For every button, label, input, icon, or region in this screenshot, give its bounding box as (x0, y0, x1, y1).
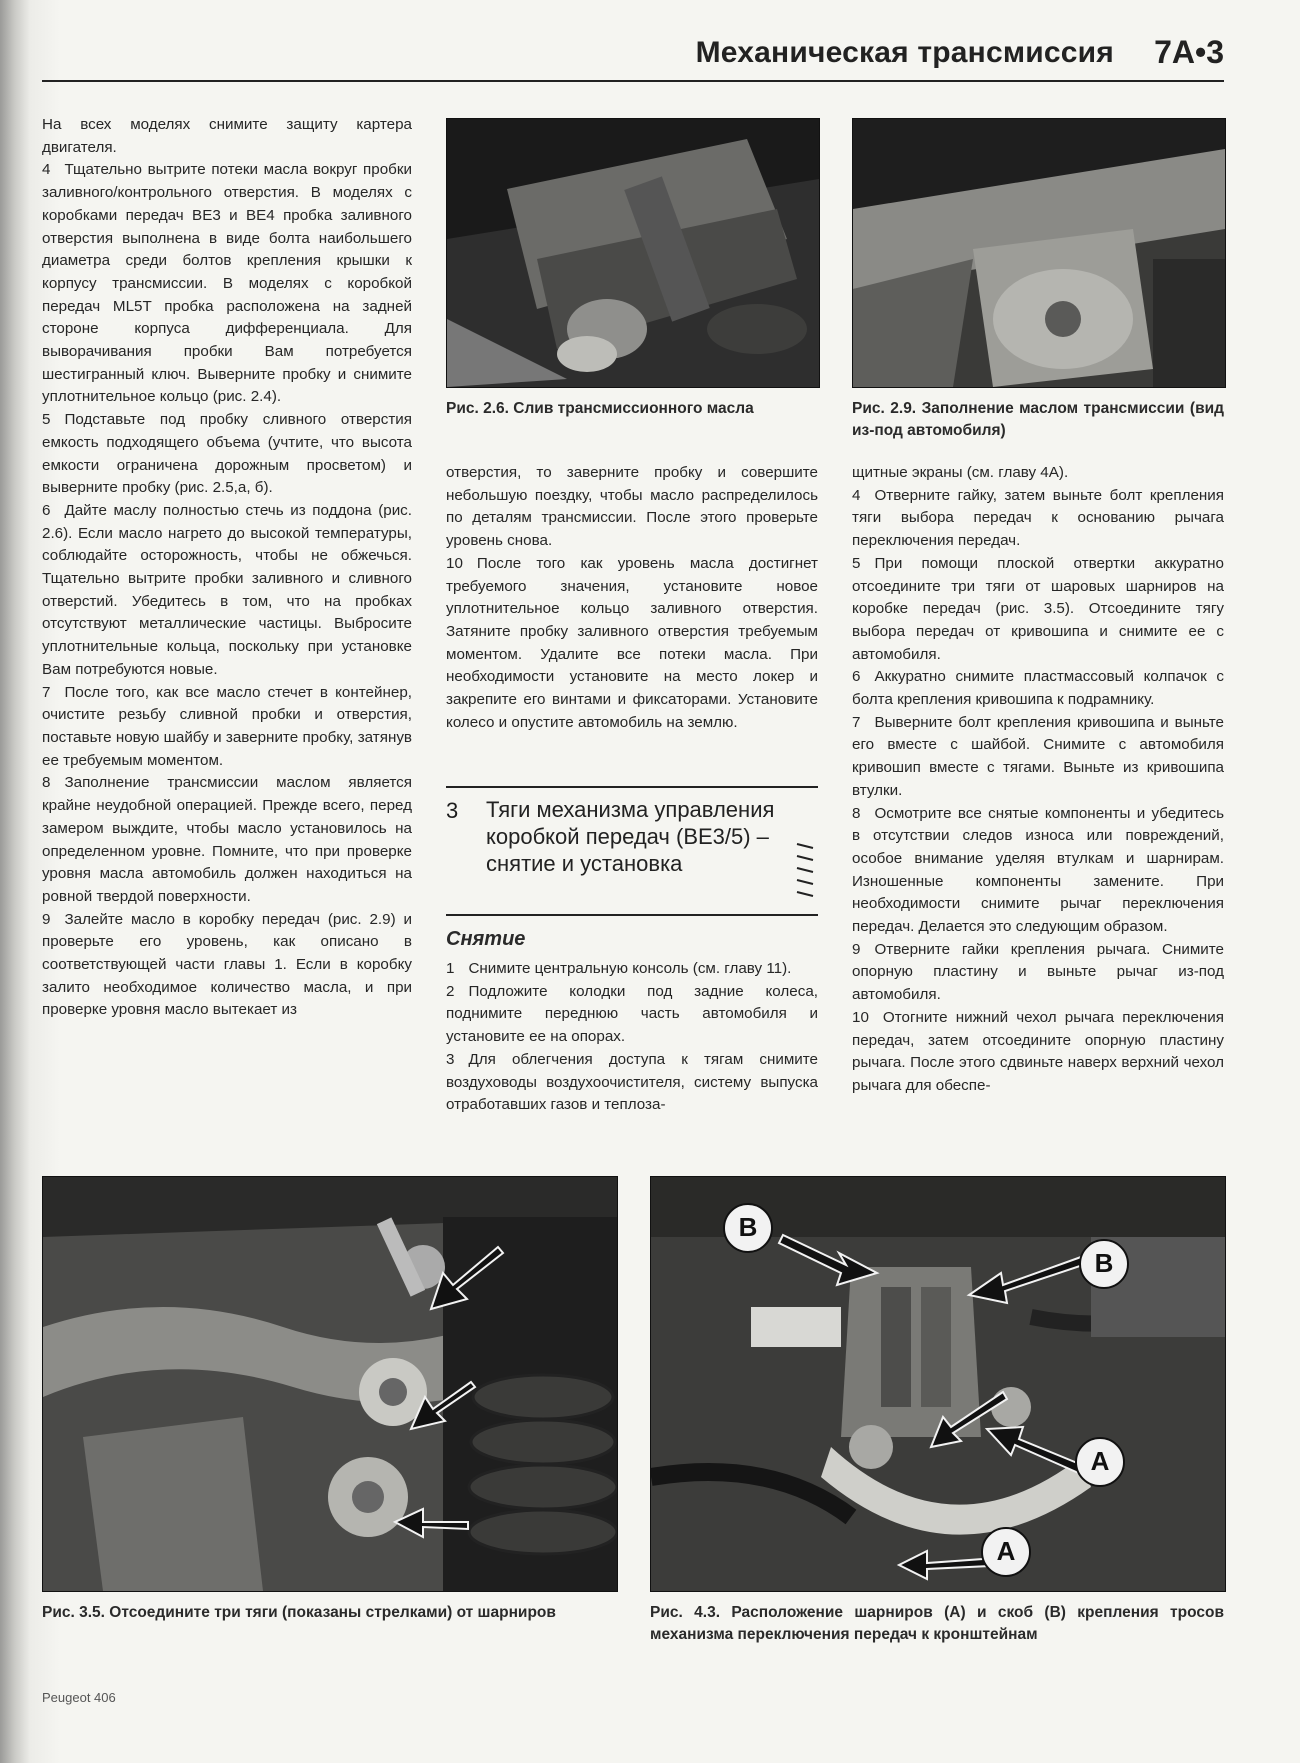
step-number: 4 (852, 486, 861, 504)
paragraph (446, 958, 818, 981)
step-number: 10 (852, 1008, 869, 1026)
paragraph: На всех моделях снимите защиту картера двигателя. (42, 116, 412, 156)
step-text: Выверните болт крепления кривошипа и выньте его вместе с шайбой. Снимите с автомобиля кривошип вместе с тягами. Выньте из кривошипа втулки. (852, 713, 1224, 799)
paragraph: отверстия, то заверните пробку и совершите небольшую поездку, чтобы масло распределилось по деталям трансмиссии. После этого проверьте уровень снова. (446, 464, 818, 550)
figure-4-3-caption: Рис. 4.3. Расположение шарниров (A) и скоб (B) крепления тросов механизма переключения передач к кронштейнам (650, 1604, 1224, 1643)
step-number: 10 (446, 554, 463, 572)
figure-2-9-caption: Рис. 2.9. Заполнение маслом трансмиссии (вид из-под автомобиля) (852, 400, 1224, 439)
step-number: 7 (852, 713, 861, 731)
step-number: 9 (42, 910, 51, 928)
step-text: При помощи плоской отвертки аккуратно отсоедините три тяги от шаровых шарниров на коробке передач (рис. 3.5). Отсоедините тягу выбора передач от кривошипа и снимите ее с автомобиля. (852, 554, 1224, 663)
paragraph (852, 1007, 1224, 1098)
step-number: 8 (42, 774, 51, 792)
step-text: После того как уровень масла достигнет требуемого значения, установите новое уплотнительное кольцо заливного отверстия. Затяните пробку заливного отверстия требуемым моментом. Удалите все потеки масла. При необходимости установите на место локер и закрепите его винтами и фиксаторами. Установите колесо и опустите автомобиль на землю. (446, 554, 818, 731)
step-text: Отверните гайку, затем выньте болт крепления тяги выбора передач к основанию рычага переключения передач. (852, 486, 1224, 550)
difficulty-spanner-icon (794, 836, 816, 906)
arrow-icon (43, 1177, 617, 1591)
paragraph (852, 666, 1224, 711)
label-b-badge: B (723, 1203, 773, 1253)
step-number: 7 (42, 683, 51, 701)
paragraph (42, 909, 412, 1023)
figure-2-6-photo (446, 118, 820, 388)
subsection-heading: Снятие (446, 928, 526, 950)
paragraph (446, 1049, 818, 1117)
step-text: Осмотрите все снятые компоненты и убедитесь в отсутствии следов износа или повреждений, особое внимание уделяя втулкам и шарнирам. Изношенные компоненты замените. При необходимости снимите рычаг переключения передач. Делается это следующим образом. (852, 804, 1224, 936)
paragraph (42, 409, 412, 500)
step-number: 3 (446, 1050, 455, 1068)
section-number: 3 (446, 798, 459, 823)
chapter-title: Механическая трансмиссия (695, 36, 1114, 69)
step-number: 6 (42, 501, 51, 519)
label-a-badge: A (981, 1527, 1031, 1577)
text-column-2-bottom (446, 958, 818, 1117)
paragraph (42, 772, 412, 908)
text-column-1 (42, 114, 412, 1022)
paragraph (446, 981, 818, 1049)
step-text: Аккуратно снимите пластмассовый колпачок с болта крепления кривошипа к подрамнику. (852, 668, 1224, 709)
figure-2-9-photo (852, 118, 1226, 388)
figure-4-3-photo (650, 1176, 1226, 1592)
text-column-3 (852, 462, 1224, 1098)
paragraph (852, 485, 1224, 553)
paragraph (446, 553, 818, 735)
step-number: 8 (852, 804, 861, 822)
text-column-2-top (446, 462, 818, 734)
step-text: Заполнение трансмиссии маслом является крайне неудобной операцией. Прежде всего, перед замером выждите, чтобы масло установилось на определенном уровне. Помните, что при проверке уровня масла автомобиль должен находиться на ровной твердой поверхности. (42, 774, 412, 905)
step-number: 6 (852, 668, 861, 686)
step-text: Отверните гайки крепления рычага. Снимите опорную пластину и выньте рычаг из-под автомобиля. (852, 940, 1224, 1004)
paragraph (852, 939, 1224, 1007)
paragraph (42, 159, 412, 409)
step-text: Для облегчения доступа к тягам снимите воздуховоды воздухоочистителя, систему выпуска отработавших газов и теплоза- (446, 1050, 818, 1114)
figure-3-5-caption: Рис. 3.5. Отсоедините три тяги (показаны стрелками) от шарниров (42, 1604, 556, 1621)
label-b-badge: B (1079, 1239, 1129, 1289)
figure-2-6-caption: Рис. 2.6. Слив трансмиссионного масла (446, 400, 754, 417)
step-text: Залейте масло в коробку передач (рис. 2.9) и проверьте его уровень, как описано в соответствующей части главы 1. Если в коробку залито необходимое количество масла, и при проверке уровня масло вытекает из (42, 910, 412, 1019)
paragraph (42, 682, 412, 773)
paragraph: щитные экраны (см. главу 4А). (852, 464, 1069, 481)
section-title: Тяги механизма управления коробкой передач (BE3/5) – снятие и установка (486, 797, 775, 876)
step-number: 1 (446, 960, 455, 977)
paragraph (42, 500, 412, 682)
step-text: Подложите колодки под задние колеса, поднимите переднюю часть автомобиля и установите ее на опорах. (446, 982, 818, 1046)
page-number: 7A•3 (1154, 34, 1224, 70)
paragraph (852, 553, 1224, 667)
step-number: 5 (852, 554, 861, 572)
footer-model: Peugeot 406 (42, 1690, 116, 1705)
step-text: Подставьте под пробку сливного отверстия емкость подходящего объема (учтите, что высота емкости ограничена дорожным просветом) и выверните пробку (рис. 2.5,а, б). (42, 411, 412, 497)
step-number: 5 (42, 411, 51, 429)
step-text: Отогните нижний чехол рычага переключения передач, затем отсоедините опорную пластину рычага. После этого сдвиньте наверх верхний чехол рычага для обеспе- (852, 1008, 1224, 1094)
section-heading (446, 786, 818, 916)
step-text: Дайте маслу полностью стечь из поддона (рис. 2.6). Если масло нагрето до высокой температуры, соблюдайте осторожность, чтобы не обжечься. Тщательно вытрите пробки заливного и сливного отверстий. Убедитесь в том, что на пробках отсутствуют металлические частицы. Выбросите уплотнительные кольца, поскольку при установке Вам потребуются новые. (42, 501, 412, 678)
step-number: 9 (852, 940, 861, 958)
figure-3-5-photo (42, 1176, 618, 1592)
step-number: 4 (42, 161, 51, 179)
step-text: После того, как все масло стечет в контейнер, очистите резьбу сливной пробки и отверстия, поставьте новую шайбу и заверните пробку, затянув ее требуемым моментом. (42, 683, 412, 769)
paragraph (852, 803, 1224, 939)
step-text: Тщательно вытрите потеки масла вокруг пробки заливного/контрольного отверстия. В моделях с коробками передач BE3 и BE4 пробка заливного отверстия выполнена в виде болта наибольшего диаметра среди болтов крепления крышки к корпусу трансмиссии. В моделях с коробкой передач ML5T пробка расположена на задней стороне корпуса дифференциала. Для выворачивания пробки Вам потребуется шестигранный ключ. Выверните пробку и снимите уплотнительное кольцо (рис. 2.4). (42, 161, 412, 406)
paragraph (852, 712, 1224, 803)
page-header (42, 28, 1224, 82)
label-a-badge: A (1075, 1437, 1125, 1487)
step-number: 2 (446, 982, 455, 1000)
step-text: Снимите центральную консоль (см. главу 11). (468, 960, 792, 977)
